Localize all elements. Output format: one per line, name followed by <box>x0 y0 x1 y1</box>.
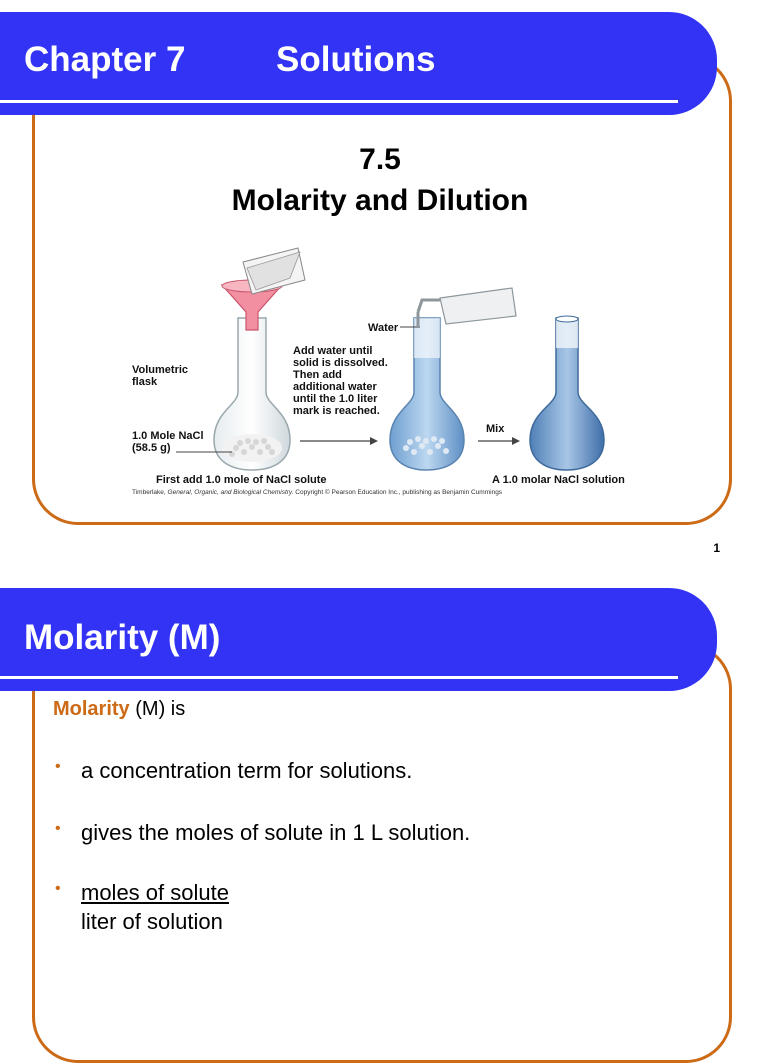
slide-title: Molarity (M) <box>24 618 221 657</box>
molarity-intro <box>53 698 185 721</box>
banner-divider <box>0 676 678 679</box>
credit-copyright: Copyright © Pearson Education Inc., publishing as Benjamin Cummings <box>293 489 503 496</box>
bullet-icon: • <box>55 758 61 775</box>
label-water: Water <box>368 322 399 334</box>
fraction-denominator: liter of solution <box>81 909 223 934</box>
molarity-term: Molarity <box>53 698 130 720</box>
label-add-water-instructions: Add water until solid is dissolved. Then add additional water until the 1.0 liter mark is reached. <box>293 345 388 417</box>
volumetric-flask-3 <box>530 316 604 470</box>
label-volumetric-flask: Volumetric flask <box>132 364 189 388</box>
credit-author: Timberlake, <box>132 489 168 496</box>
label-nacl-amount: 1.0 Mole NaCl (58.5 g) <box>132 430 204 454</box>
fraction-numerator: moles of solute <box>81 880 229 905</box>
bullet-item: a concentration term for solutions. <box>81 758 413 783</box>
volumetric-flask-2 <box>390 288 516 470</box>
section-title: Molarity and Dilution <box>231 184 529 217</box>
volumetric-flask-1 <box>214 248 305 470</box>
molarity-intro-rest: (M) is <box>129 698 186 720</box>
bullet-icon: • <box>55 820 61 837</box>
slide-2 <box>0 588 768 1024</box>
bullet-item: gives the moles of solute in 1 L solution. <box>81 820 471 845</box>
chapter-topic: Solutions <box>276 40 436 79</box>
label-mix: Mix <box>486 423 505 435</box>
title-banner <box>0 588 717 691</box>
figure-credit <box>132 489 502 496</box>
chapter-label: Chapter 7 <box>24 40 186 79</box>
caption-first-step: First add 1.0 mole of NaCl solute <box>156 474 327 486</box>
section-number: 7.5 <box>359 143 401 176</box>
credit-book: General, Organic, and Biological Chemistry. <box>167 489 294 496</box>
bullet-icon: • <box>55 880 61 897</box>
caption-result: A 1.0 molar NaCl solution <box>492 474 625 486</box>
page-number: 1 <box>713 541 720 555</box>
